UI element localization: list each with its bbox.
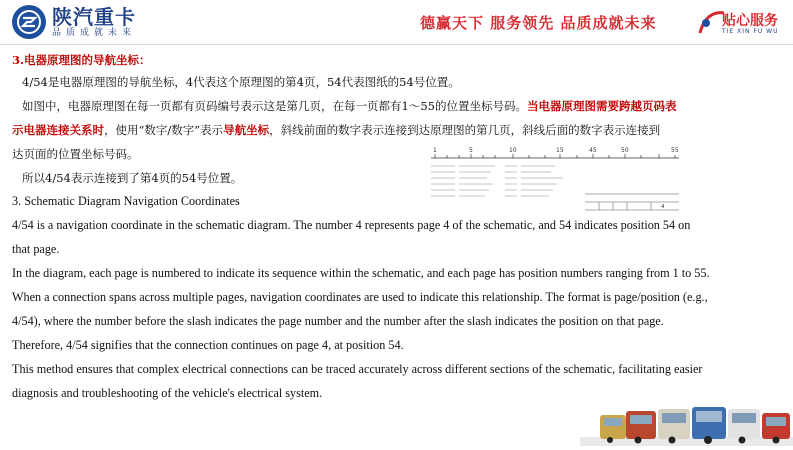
- paragraph-2-line-2: [12, 122, 660, 138]
- header-divider: [0, 44, 793, 45]
- p2-emphasis-b: 示电器连接关系时: [12, 123, 104, 137]
- ruler-label-10: 10: [509, 147, 517, 154]
- ruler-label-1: 1: [433, 147, 437, 154]
- english-line-3: In the diagram, each page is numbered to indicate its sequence within the schematic, and each page has position numbers ranging from 1 to 55.: [12, 266, 710, 280]
- english-line-7: This method ensures that complex electrical connections can be traced accurately across different sections of the schematic, facilitating easier: [12, 362, 703, 376]
- p2-emphasis-c: 导航坐标: [223, 123, 270, 137]
- english-line-1: 4/54 is a navigation coordinate in the schematic diagram. The number 4 represents page 4 of the schematic, and 54 indicates position 54 on: [12, 218, 691, 232]
- ruler-label-55: 55: [671, 147, 679, 154]
- english-line-5: 4/54), where the number before the slash indicates the page number and the number after the slash indicates the position on that page.: [12, 314, 664, 328]
- paragraph-2-line-3: 达页面的位置坐标号码。: [12, 147, 139, 161]
- p2-middle-a: ，使用“数字/数字”表示: [104, 123, 224, 137]
- english-line-6: Therefore, 4/54 signifies that the connection continues on page 4, at position 54.: [12, 338, 404, 352]
- english-title: 3. Schematic Diagram Navigation Coordinates: [12, 194, 240, 208]
- english-line-4: When a connection spans across multiple pages, navigation coordinates are used to indicate this relationship. The format is page/position (e.g.,: [12, 290, 708, 304]
- section-title: 3.电器原理图的导航坐标：: [12, 53, 151, 67]
- logo-title: 陕汽重卡: [52, 4, 136, 29]
- truck-lineup-image: [580, 403, 793, 446]
- paragraph-3: 所以4/54表示连接到了第4页的54号位置。: [22, 171, 243, 185]
- p2-text: 如图中，电器原理图在每一页都有页码编号表示这是第几页，在每一页都有1～55的位置坐标号码。: [22, 99, 527, 113]
- shacman-emblem-icon: [12, 5, 46, 39]
- ruler-label-45: 45: [589, 147, 597, 154]
- header-slogan: 德赢天下 服务领先 品质成就未来: [420, 14, 657, 32]
- brand-subtitle: TIE XIN FU WU: [722, 28, 779, 35]
- brand-name: 贴心服务: [722, 13, 778, 29]
- diagram-page-number: 4: [661, 204, 665, 210]
- company-logo[interactable]: [12, 4, 136, 40]
- english-line-2: that page.: [12, 242, 60, 256]
- ruler-label-50: 50: [621, 147, 629, 154]
- header-bar: [0, 0, 793, 44]
- p2-middle-b: ，斜线前面的数字表示连接到达原理图的第几页，斜线后面的数字表示连接到: [269, 123, 661, 137]
- ruler-label-15: 15: [556, 147, 564, 154]
- ruler-label-5: 5: [469, 147, 473, 154]
- paragraph-2-line-1: [22, 98, 676, 114]
- service-brand: [696, 7, 784, 39]
- schematic-ruler-figure: [425, 146, 685, 216]
- english-line-8: diagnosis and troubleshooting of the vehicle's electrical system.: [12, 386, 323, 400]
- p2-emphasis-a: 当电器原理图需要跨越页码表: [526, 99, 677, 113]
- logo-subtitle: 品质成就未来: [52, 27, 137, 38]
- paragraph-1: 4/54是电器原理图的导航坐标，4代表这个原理图的第4页，54代表图纸的54号位置。: [22, 75, 460, 89]
